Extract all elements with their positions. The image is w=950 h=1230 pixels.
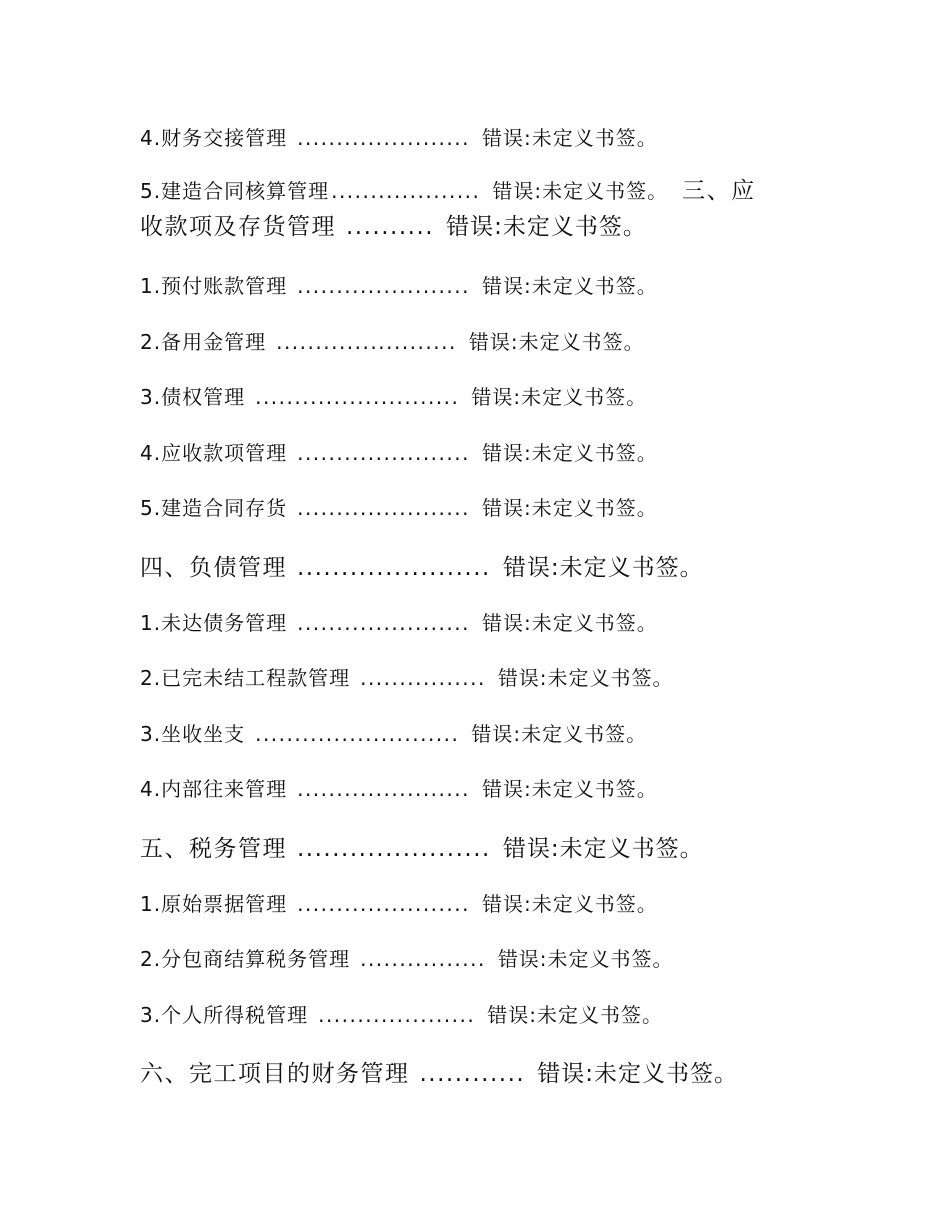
toc-leader-dots: .......... <box>346 214 435 240</box>
toc-leader-dots: .......................... <box>255 722 460 746</box>
toc-entry-unsettled-project-payments[interactable] <box>140 662 674 691</box>
toc-leader-dots: ...................... <box>297 836 491 862</box>
toc-entry-internal-transactions[interactable] <box>140 773 658 802</box>
toc-leader-dots: ...................... <box>297 441 470 465</box>
toc-entry-title: 2.已完未结工程款管理 <box>140 666 351 690</box>
toc-entry-title: 1.预付账款管理 <box>140 274 288 298</box>
toc-page-error: 错误:未定义书签。 <box>481 777 658 801</box>
toc-entry-title: 5.建造合同核算管理 <box>140 179 330 203</box>
toc-leader-dots: ...................... <box>297 892 470 916</box>
toc-page-error: 错误:未定义书签。 <box>481 126 658 150</box>
toc-page-error: 错误:未定义书签。 <box>481 611 658 635</box>
toc-page-error: 错误:未定义书签。 <box>481 496 658 520</box>
toc-page-error: 错误:未定义书签。 <box>502 555 704 581</box>
toc-entry-subcontractor-tax[interactable] <box>140 943 674 972</box>
toc-leader-dots: ................... <box>331 179 481 203</box>
toc-page-error: 错误:未定义书签。 <box>481 892 658 916</box>
toc-page-error: 错误:未定义书签。 <box>502 836 704 862</box>
toc-leader-dots: ...................... <box>297 611 470 635</box>
toc-entry-offset-receipts[interactable] <box>140 718 647 747</box>
toc-leader-dots: ...................... <box>297 777 470 801</box>
toc-entry-title: 4.应收款项管理 <box>140 441 288 465</box>
toc-entry-outstanding-debts[interactable] <box>140 607 658 636</box>
toc-entry-title: 1.未达债务管理 <box>140 611 288 635</box>
toc-leader-dots: ................ <box>360 666 486 690</box>
toc-page-error: 错误:未定义书签。 <box>497 666 674 690</box>
toc-entry-prepayments[interactable] <box>140 270 658 299</box>
toc-entry-title: 3.个人所得税管理 <box>140 1003 309 1027</box>
toc-entry-title: 五、税务管理 <box>140 836 287 862</box>
toc-entry-title: 3.债权管理 <box>140 385 246 409</box>
toc-leader-dots: ...................... <box>297 555 491 581</box>
toc-page-error: 错误:未定义书签。 <box>471 722 648 746</box>
toc-entry-title: 3.坐收坐支 <box>140 722 246 746</box>
toc-leader-dots: ............ <box>419 1061 526 1087</box>
toc-entry-section-three-head[interactable]: 三、应 <box>682 178 756 204</box>
toc-page-error: 错误:未定义书签。 <box>487 1003 663 1027</box>
toc-entry-finance-handover[interactable] <box>140 122 658 151</box>
toc-entry-title: 5.建造合同存货 <box>140 496 288 520</box>
toc-entry-title: 收款项及存货管理 <box>140 214 336 240</box>
toc-leader-dots: ...................... <box>297 496 470 520</box>
toc-leader-dots: ...................... <box>297 274 470 298</box>
toc-wrapped-block <box>140 176 820 242</box>
toc-entry-title: 4.财务交接管理 <box>140 126 288 150</box>
toc-entry-title: 六、完工项目的财务管理 <box>140 1061 410 1087</box>
toc-entry-section-liabilities[interactable] <box>140 549 704 582</box>
toc-entry-title: 1.原始票据管理 <box>140 892 288 916</box>
toc-leader-dots: ....................... <box>276 330 457 354</box>
toc-page-error: 错误:未定义书签。 <box>537 1061 738 1087</box>
toc-entry-personal-income-tax[interactable] <box>140 999 663 1028</box>
toc-wrapped-row-1 <box>140 176 820 212</box>
toc-leader-dots: ................ <box>360 947 486 971</box>
toc-page-error: 错误:未定义书签。 <box>446 214 647 240</box>
toc-entry-section-tax[interactable] <box>140 830 704 863</box>
toc-leader-dots: ...................... <box>297 126 470 150</box>
toc-entry-original-invoices[interactable] <box>140 888 658 917</box>
toc-entry-contract-inventory[interactable] <box>140 492 658 521</box>
toc-page-error: 错误:未定义书签。 <box>481 274 658 298</box>
toc-entry-section-completed-projects[interactable] <box>140 1055 738 1088</box>
toc-entry-title: 2.分包商结算税务管理 <box>140 947 351 971</box>
toc-leader-dots: .................... <box>318 1003 476 1027</box>
toc-entry-petty-cash[interactable] <box>140 326 645 355</box>
toc-leader-dots: .......................... <box>255 385 460 409</box>
toc-page-error: 错误:未定义书签。 <box>471 385 648 409</box>
toc-page-error: 错误:未定义书签。 <box>481 441 658 465</box>
toc-page-error: 错误:未定义书签。 <box>492 179 669 203</box>
toc-page-error: 错误:未定义书签。 <box>497 947 674 971</box>
toc-entry-title: 2.备用金管理 <box>140 330 267 354</box>
toc-entry-receivables-inventory[interactable] <box>140 212 820 242</box>
toc-entry-title: 4.内部往来管理 <box>140 777 288 801</box>
toc-entry-construction-contract-accounting[interactable] <box>140 179 668 203</box>
toc-entry-title: 四、负债管理 <box>140 555 287 581</box>
toc-page-error: 错误:未定义书签。 <box>468 330 645 354</box>
toc-entry-receivables[interactable] <box>140 437 658 466</box>
toc-entry-claims[interactable] <box>140 381 647 410</box>
